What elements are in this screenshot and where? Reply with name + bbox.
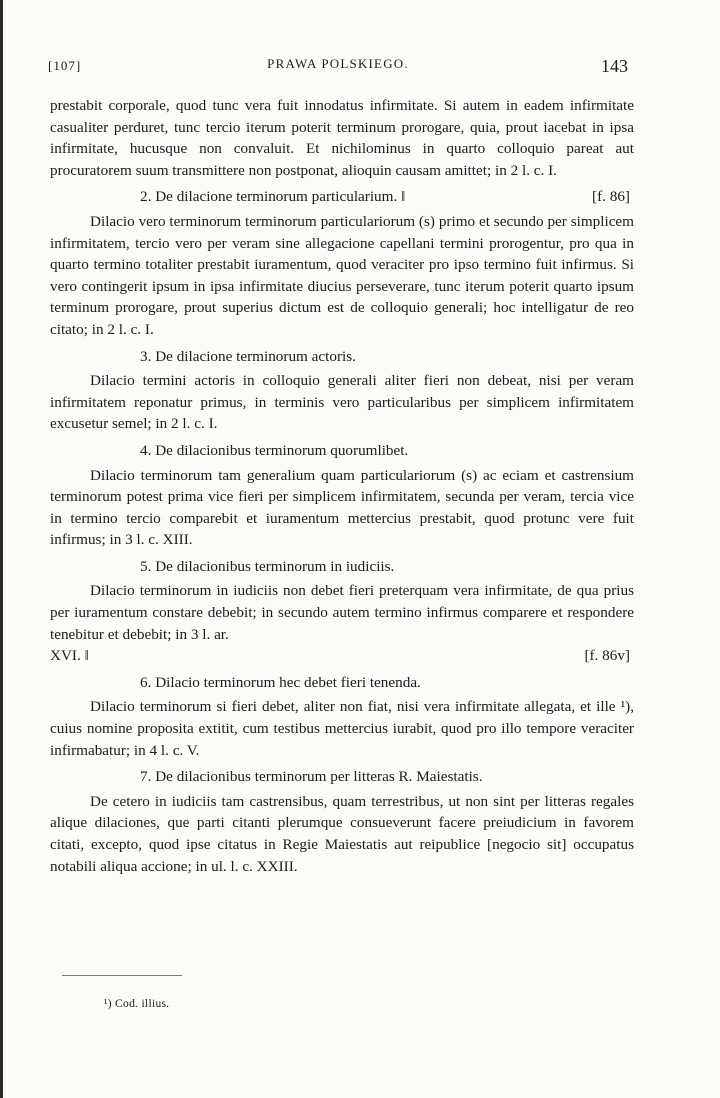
heading-text: 2. De dilacione terminorum particularium. ‖ — [140, 188, 406, 206]
heading-text: 3. De dilacione terminorum actoris. — [140, 347, 356, 365]
paragraph-section-3: Dilacio termini actoris in colloquio generali aliter fieri non debeat, nisi per veram infirmitatem reponatur primus, in terminis vero particularibus per simplicem infirmitatem excusetur semel; in 2 l. c. I. — [50, 372, 634, 433]
section-heading-6 — [50, 672, 634, 694]
paragraph-section-7: De cetero in iudiciis tam castrensibus, quam terrestribus, ut non sint per litteras regales alique dilaciones, que parti citanti plerumque consueverunt facere preiudicium in favorem citati, excepto, quod ipse citatus in Regie Maiestatis aut reipublice [negocio sit] occupatus notabili aliqua accione; in ul. l. c. XXIII. — [50, 792, 634, 875]
folio-reference: [f. 86] — [592, 188, 630, 206]
section-heading-7 — [50, 766, 634, 788]
page-number: 143 — [601, 56, 628, 76]
heading-text: 6. Dilacio terminorum hec debet fieri tenenda. — [140, 673, 421, 691]
page-edge — [0, 0, 3, 1098]
running-title: PRAWA POLSKIEGO. — [267, 56, 409, 71]
article-number: XVI. ‖ — [50, 647, 89, 665]
heading-text: 4. De dilacionibus terminorum quorumlibet. — [140, 441, 409, 459]
footnote: ¹) Cod. illius. — [104, 998, 170, 1010]
section-number: [107] — [48, 58, 82, 73]
main-text — [50, 95, 634, 877]
section-heading-3 — [50, 346, 634, 368]
heading-text: 5. De dilacionibus terminorum in iudiciis. — [140, 557, 395, 575]
paragraph-section-5-end — [50, 645, 634, 667]
paragraph-section-4: Dilacio terminorum tam generalium quam particulariorum (s) ac eciam et castrensium terminorum potest prima vice fieri per simplicem infirmitatem, secunda per veram, tercia vice in termino tercio comparebit et iuramentum mettercius prestabit, quod protunc vere fuit infirmus; in 3 l. c. XIII. — [50, 466, 634, 549]
section-heading-4 — [50, 440, 634, 462]
paragraph-section-5: Dilacio terminorum in iudiciis non debet fieri preterquam vera infirmitate, de qua prius per iuramentum constare debebit; in secundo autem termino infirmus comparere et respondere tenebitur et debebit; in 3 l. ar. — [50, 582, 634, 643]
paragraph-continuation: prestabit corporale, quod tunc vera fuit innodatus infirmitate. Si autem in eadem infirmitate casualiter perduret, tunc tercio iterum poterit terminum prorogare, quia, prout iacebat in ipsa infirmitate, hucusque non convaluit. Et nichilominus in quarto colloquio pareat aut procuratorem suum transmittere non postponat, alioquin causam amittet; in 2 l. c. I. — [50, 97, 634, 179]
paragraph-section-2: Dilacio vero terminorum terminorum particulariorum (s) primo et secundo per simplicem infirmitatem, tercio vero per veram sine allegacione capellani termini prorogentur, pro qua in quarto termino totaliter prestabit iuramentum, quod veraciter pro ipso termino fuit infirmus. Si vero contingerit ipsum in ipsa infirmitate diucius perseverare, tunc iterum poterit quarto ipsum terminum prorogare, prout superius dictum est de colloquio generali; hoc intelligatur de reo citato; in 2 l. c. I. — [50, 212, 634, 338]
section-heading-2 — [50, 186, 634, 208]
section-heading-5 — [50, 556, 634, 578]
heading-text: 7. De dilacionibus terminorum per litteras R. Maiestatis. — [140, 768, 483, 786]
folio-reference: [f. 86v] — [584, 647, 630, 665]
paragraph-section-6: Dilacio terminorum si fieri debet, aliter non fiat, nisi vera infirmitate allegata, et ille ¹), cuius nomine proposita extitit, cum testibus mettercius iurabit, quod pro illo tempore veraciter infirmabatur; in 4 l. c. V. — [50, 698, 634, 759]
footnote-divider — [62, 975, 182, 976]
running-header — [48, 56, 628, 78]
